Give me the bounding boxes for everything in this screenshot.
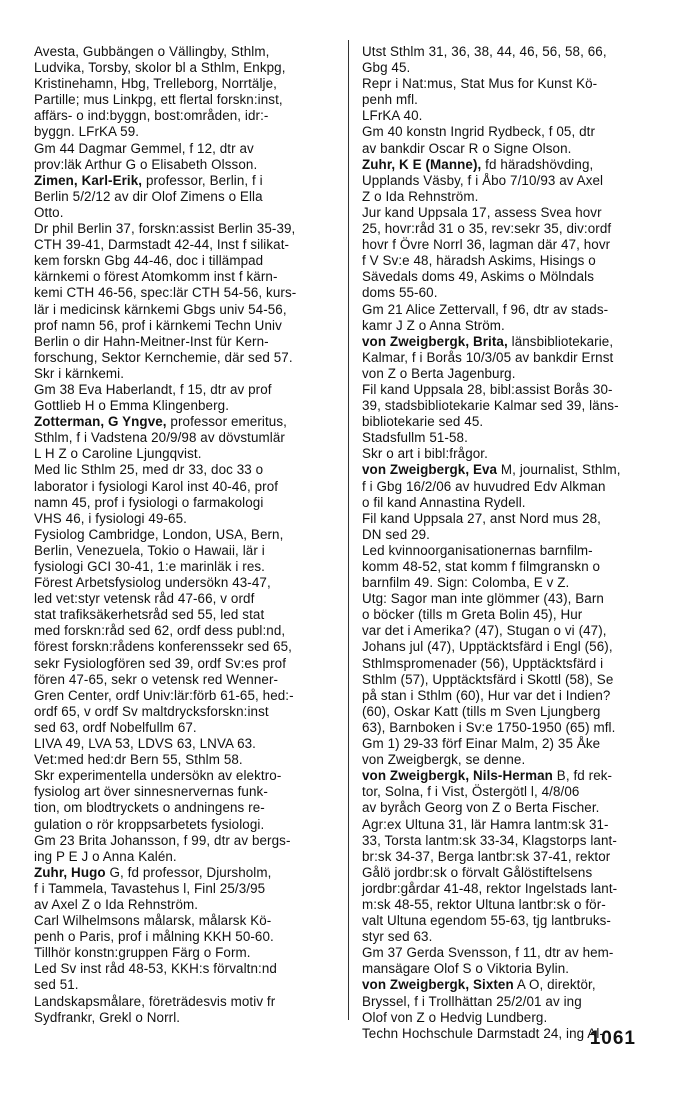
text-line [34,768,334,784]
line-text: LFrKA 40. [362,108,423,124]
line-text: gulation o rör kroppsarbetets fysiologi. [34,816,265,832]
text-line [362,253,662,269]
line-text: fören 47-65, sekr o vetensk red Wenner- [34,671,279,687]
line-text: o böcker (tills m Greta Bolin 45), Hur [362,607,583,623]
text-line [34,897,334,913]
text-line [362,189,662,205]
line-text: sed 51. [34,977,79,993]
text-line [34,800,334,816]
line-text: Skr o art i bibl:frågor. [362,446,488,462]
line-text: Med lic Sthlm 25, med dr 33, doc 33 o [34,462,264,478]
line-text: o fil kand Annastina Rydell. [362,494,526,510]
text-line [34,977,334,993]
text-line [34,479,334,495]
text-line [34,784,334,800]
text-line [362,704,662,720]
line-text: namn 45, prof i fysiologi o farmakologi [34,494,264,510]
line-text: prov:läk Arthur G o Elisabeth Olsson. [34,156,258,172]
line-text: med forskn:råd sed 62, ordf dess publ:nd, [34,623,286,639]
line-text: lär i medicinsk kärnkemi Gbgs univ 54-56, [34,301,287,317]
line-text: Gbg 45. [362,60,411,76]
text-line [362,430,662,446]
text-line [362,752,662,768]
text-line [34,881,334,897]
line-text: doms 55-60. [362,285,438,301]
text-line [362,269,662,285]
line-text: valt Ultuna egendom 55-63, tjg lantbruks- [362,913,611,929]
right-column [362,44,662,1042]
text-line [34,92,334,108]
text-line [34,318,334,334]
text-line [362,382,662,398]
text-line [362,688,662,704]
line-text: Upplands Väsby, f i Åbo 7/10/93 av Axel [362,172,604,188]
line-text: Landskapsmålare, företrädesvis motiv fr [34,993,276,1009]
line-text: 33, Torsta lantm:sk 33-34, Klagstorps lant- [362,832,617,848]
text-line [34,994,334,1010]
text-line [34,462,334,478]
text-line [34,736,334,752]
text-line [34,398,334,414]
line-text: Gren Center, ordf Univ:lär:förb 61-65, hed:- [34,687,294,703]
line-text: A O, direktör, [513,977,596,993]
line-text: Gm 21 Alice Zettervall, f 96, dtr av stads- [362,301,609,317]
line-text: Z o Ida Rehnström. [362,188,479,204]
text-line [34,817,334,833]
line-text: Fil kand Uppsala 28, bibl:assist Borås 30- [362,381,613,397]
text-line [362,849,662,865]
entry-headword: Zuhr, K E (Manne), [362,156,482,172]
text-line [34,76,334,92]
text-line [362,656,662,672]
line-text: fysiologi GCI 30-41, 1:e marinläk i res. [34,559,265,574]
line-text: Stadsfullm 51-58. [362,430,468,446]
text-line [34,688,334,704]
text-line [362,720,662,736]
line-text: led vet:styr vetensk råd 47-66, v ordf [34,591,255,607]
entry-headword: Zuhr, Hugo [34,864,106,880]
line-text: Kalmar, f i Borås 10/3/05 av bankdir Ernst [362,349,614,365]
line-text: 25, hovr:råd 31 o 35, rev:sekr 35, div:ordf [362,221,612,237]
line-text: mansägare Olof S o Viktoria Bylin. [362,961,570,977]
line-text: f i Gbg 16/2/06 av huvudred Edv Alkman [362,478,606,494]
line-text: på stan i Sthlm (60), Hur var det i Indien? [362,687,611,703]
line-text: av Axel Z o Ida Rehnström. [34,896,199,912]
line-text: Avesta, Gubbängen o Vällingby, Sthlm, [34,44,270,59]
text-line [362,527,662,543]
line-text: var det i Amerika? (47), Stugan o vi (47), [362,623,607,639]
text-line [362,736,662,752]
text-line [34,656,334,672]
text-line [34,720,334,736]
line-text: hovr f Övre Norrl 36, lagman där 47, hovr [362,237,611,253]
line-text: Vet:med hed:dr Bern 55, Sthlm 58. [34,752,243,768]
text-line [34,334,334,350]
line-text: sed 63, ordf Nobelfullm 67. [34,719,197,735]
text-line [34,124,334,140]
text-line [362,462,662,478]
line-text: tion, om blodtryckets o andningens re- [34,800,265,816]
line-text: m:sk 48-55, rektor Ultuna lantbr:sk o för- [362,896,606,912]
text-line [34,366,334,382]
text-line [362,865,662,881]
text-line [362,60,662,76]
text-line [34,752,334,768]
text-line [362,961,662,977]
line-text: f i Tammela, Tavastehus l, Finl 25/3/95 [34,880,266,896]
line-text: Led Sv inst råd 48-53, KKH:s förvaltn:nd [34,961,277,977]
line-text: Sydfrankr, Grekl o Norrl. [34,1009,181,1025]
column-divider [348,40,349,1020]
page-number: 1061 [589,1028,636,1049]
line-text: penh o Paris, prof i målning KKH 50-60. [34,929,274,945]
line-text: Gm 1) 29-33 förf Einar Malm, 2) 35 Åke [362,736,601,752]
text-line [362,221,662,237]
text-line [34,527,334,543]
line-text: kemi CTH 46-56, spec:lär CTH 54-56, kurs- [34,285,297,301]
line-text: 63), Barnboken i Sv:e 1750-1950 (65) mfl. [362,719,616,735]
line-text: CTH 39-41, Darmstadt 42-44, Inst f silikat- [34,237,290,253]
entry-headword: von Zweigbergk, Brita, [362,333,508,349]
line-text: Olof von Z o Hedvig Lundberg. [362,1009,548,1025]
line-text: fysiolog art över sinnesnervernas funk- [34,784,268,800]
line-text: förest forskn:rådens konferenssekr sed 65, [34,639,293,655]
entry-headword: Zimen, Karl-Erik, [34,172,143,188]
line-text: Gm 40 konstn Ingrid Rydbeck, f 05, dtr [362,124,596,140]
line-text: Sthlmspromenader (56), Upptäcktsfärd i [362,655,604,671]
text-line [34,414,334,430]
line-text: Otto. [34,204,64,220]
text-line [362,881,662,897]
text-line [362,639,662,655]
text-line [362,817,662,833]
line-text: barnfilm 49. Sign: Colomba, E v Z. [362,575,570,591]
line-text: DN sed 29. [362,526,430,542]
line-text: tor, Solna, f i Vist, Östergötl l, 4/8/06 [362,784,580,800]
text-line [362,977,662,993]
line-text: Gottlieb H o Emma Klingenberg. [34,398,230,414]
text-line [362,495,662,511]
line-text: ing P E J o Anna Kalén. [34,848,177,864]
line-text: bibliotekarie sed 45. [362,414,484,430]
text-line [362,511,662,527]
line-text: L H Z o Caroline Ljungqvist. [34,446,202,462]
text-line [34,833,334,849]
text-line [362,366,662,382]
line-text: kärnkemi o förest Atomkomm inst f kärn- [34,269,278,285]
text-line [34,302,334,318]
text-line [34,446,334,462]
line-text: länsbibliotekarie, [507,333,614,349]
text-line [362,157,662,173]
line-text: Jur kand Uppsala 17, assess Svea hovr [362,204,602,220]
line-text: Agr:ex Ultuna 31, lär Hamra lantm:sk 31- [362,816,609,832]
text-line [34,108,334,124]
text-line [362,108,662,124]
line-text: av bankdir Oscar R o Signe Olson. [362,140,572,156]
text-line [34,430,334,446]
line-text: Förest Arbetsfysiolog undersökn 43-47, [34,575,271,591]
text-line [362,92,662,108]
text-line [362,768,662,784]
text-line [362,800,662,816]
text-line [34,672,334,688]
line-text: penh mfl. [362,92,418,108]
line-text: Tillhör konstn:gruppen Färg o Form. [34,945,251,961]
line-text: VHS 46, i fysiologi 49-65. [34,510,187,526]
line-text: Bryssel, f i Trollhättan 25/2/01 av ing [362,993,582,1009]
line-text: stat trafiksäkerhetsråd sed 55, led stat [34,607,265,623]
text-line [34,865,334,881]
text-line [362,833,662,849]
line-text: B, fd rek- [552,768,613,784]
text-line [34,350,334,366]
text-line [362,124,662,140]
line-text: Skr i kärnkemi. [34,365,125,381]
line-text: br:sk 34-37, Berga lantbr:sk 37-41, rektor [362,848,611,864]
text-line [34,607,334,623]
text-line [362,1010,662,1026]
text-line [34,237,334,253]
line-text: Berlin, Venezuela, Tokio o Hawaii, lär i [34,542,265,558]
line-text: Techn Hochschule Darmstadt 24, ing Al- [362,1025,604,1041]
text-line [362,929,662,945]
text-line [362,672,662,688]
text-line [34,269,334,285]
line-text: Repr i Nat:mus, Stat Mus for Kunst Kö- [362,76,598,92]
text-line [362,575,662,591]
text-line [362,607,662,623]
text-line [362,591,662,607]
line-text: kamr J Z o Anna Ström. [362,317,505,333]
line-text: Gm 44 Dagmar Gemmel, f 12, dtr av [34,140,254,156]
text-line [34,157,334,173]
line-text: Gm 38 Eva Haberlandt, f 15, dtr av prof [34,381,272,397]
line-text: Sthlm, f i Vadstena 20/9/98 av dövstumlär [34,430,285,446]
line-text: jordbr:gårdar 41-48, rektor Ingelstads lant- [362,880,618,896]
entry-headword: von Zweigbergk, Sixten [362,977,514,993]
line-text: M, journalist, Sthlm, [497,462,621,478]
text-line [362,350,662,366]
line-text: G, fd professor, Djursholm, [105,864,272,880]
text-line [34,511,334,527]
text-line [34,382,334,398]
entry-headword: von Zweigbergk, Nils-Herman [362,768,553,784]
text-line [362,334,662,350]
text-line [34,591,334,607]
text-line [362,285,662,301]
line-text: Berlin 5/2/12 av dir Olof Zimens o Ella [34,188,263,204]
text-line [34,141,334,157]
text-line [34,639,334,655]
line-text: Sävedals doms 49, Askims o Mölndals [362,269,594,285]
line-text: Led kvinnoorganisationernas barnfilm- [362,542,593,558]
line-text: Berlin o dir Hahn-Meitner-Inst für Kern- [34,333,269,349]
text-line [34,929,334,945]
line-text: Skr experimentella undersökn av elektro- [34,768,282,784]
text-line [362,623,662,639]
entry-headword: von Zweigbergk, Eva [362,462,498,478]
text-line [34,559,334,575]
text-line [362,994,662,1010]
text-line [34,221,334,237]
text-line [362,318,662,334]
text-line [362,173,662,189]
text-line [362,205,662,221]
text-line [34,253,334,269]
line-text: Utst Sthlm 31, 36, 38, 44, 46, 56, 58, 66, [362,44,607,59]
line-text: f V Sv:e 48, häradsh Askims, Hisings o [362,253,596,269]
text-line [34,623,334,639]
line-text: forschung, Sektor Kernchemie, där sed 57. [34,349,293,365]
line-text: styr sed 63. [362,929,433,945]
line-text: Gm 37 Gerda Svensson, f 11, dtr av hem- [362,945,614,961]
text-line [34,961,334,977]
left-column [34,44,334,1026]
line-text: Kristinehamn, Hbg, Trelleborg, Norrtälje, [34,76,277,92]
line-text: affärs- o ind:byggn, bost:områden, idr:- [34,108,269,124]
line-text: professor, Berlin, f i [142,172,263,188]
text-line [362,414,662,430]
line-text: laborator i fysiologi Karol inst 40-46, prof [34,478,279,494]
text-line [362,302,662,318]
line-text: Ludvika, Torsby, skolor bl a Sthlm, Enkpg, [34,60,286,76]
text-line [362,398,662,414]
line-text: Gålö jordbr:sk o förvalt Gålöstiftelsens [362,864,593,880]
text-line [34,913,334,929]
line-text: LIVA 49, LVA 53, LDVS 63, LNVA 63. [34,736,257,752]
text-line [362,897,662,913]
text-line [362,141,662,157]
line-text: av byråch Georg von Z o Berta Fischer. [362,800,600,816]
text-line [34,849,334,865]
line-text: von Zweigbergk, se denne. [362,752,526,768]
line-text: Dr phil Berlin 37, forskn:assist Berlin 35-39, [34,221,296,237]
text-line [362,543,662,559]
text-line [362,237,662,253]
text-line [362,479,662,495]
text-line [362,76,662,92]
text-line [362,44,662,60]
line-text: Johans jul (47), Upptäcktsfärd i Engl (56), [362,639,613,655]
line-text: Fysiolog Cambridge, London, USA, Bern, [34,526,284,542]
line-text: byggn. LFrKA 59. [34,124,140,140]
text-line [34,575,334,591]
text-line [34,60,334,76]
text-line [34,205,334,221]
line-text: prof namn 56, prof i kärnkemi Techn Univ [34,317,282,333]
line-text: professor emeritus, [166,414,287,430]
line-text: Partille; mus Linkpg, ett flertal forskn:inst, [34,92,283,108]
line-text: Gm 23 Brita Johansson, f 99, dtr av bergs- [34,832,291,848]
text-line [34,189,334,205]
text-line [34,285,334,301]
text-line [34,44,334,60]
text-line [34,1010,334,1026]
line-text: kem forskn Gbg 44-46, doc i tillämpad [34,253,264,269]
text-line [362,559,662,575]
text-line [34,543,334,559]
line-text: Utg: Sagor man inte glömmer (43), Barn [362,591,604,607]
line-text: ordf 65, v ordf Sv maltdrycksforskn:inst [34,703,269,719]
line-text: komm 48-52, stat komm f filmgranskn o [362,559,601,574]
text-line [362,913,662,929]
text-line [34,704,334,720]
text-line [362,784,662,800]
line-text: Sthlm (57), Upptäcktsfärd i Skottl (58), Se [362,671,614,687]
line-text: fd häradshövding, [481,156,594,172]
line-text: Fil kand Uppsala 27, anst Nord mus 28, [362,510,601,526]
text-line [34,945,334,961]
line-text: Carl Wilhelmsons målarsk, målarsk Kö- [34,913,272,929]
text-line [34,173,334,189]
line-text: von Z o Berta Jagenburg. [362,365,516,381]
line-text: sekr Fysiologfören sed 39, ordf Sv:es prof [34,655,287,671]
text-line [362,945,662,961]
entry-headword: Zotterman, G Yngve, [34,414,167,430]
text-line [362,446,662,462]
line-text: (60), Oskar Katt (tills m Sven Ljungberg [362,703,601,719]
line-text: 39, stadsbibliotekarie Kalmar sed 39, läns- [362,398,619,414]
text-line [34,495,334,511]
